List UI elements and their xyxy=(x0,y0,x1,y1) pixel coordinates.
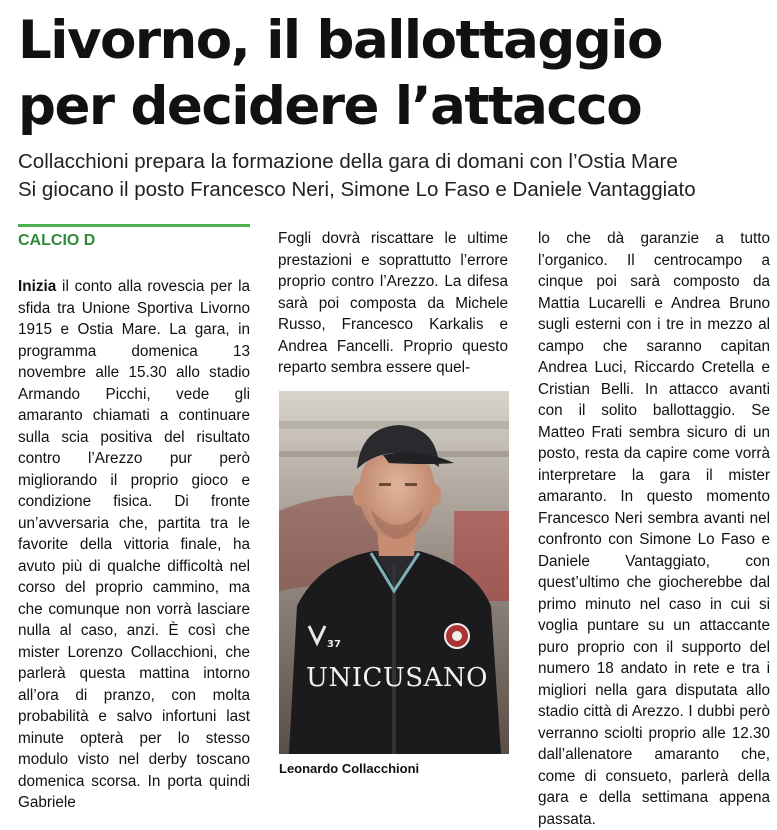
subtitle-line-2: Si giocano il posto Francesco Neri, Simone Lo Faso e Daniele Vantaggiato xyxy=(18,178,696,201)
column-left xyxy=(18,276,250,814)
article-photo xyxy=(279,391,509,754)
article-subtitle xyxy=(18,148,773,204)
headline-line-2: per decidere l’attacco xyxy=(18,76,642,137)
shirt-number: 37 xyxy=(327,639,341,650)
section-divider xyxy=(18,224,250,227)
photo-caption: Leonardo Collacchioni xyxy=(279,761,420,776)
shirt-sponsor: UNICUSANO xyxy=(306,663,488,693)
column-middle: Fogli dovrà riscattare le ultime prestazioni e soprattutto l’errore proprio contro l’Arezzo. La difesa sarà poi composta da Michele Russo, Francesco Karkalis e Andrea Fancelli. Proprio questo reparto sembra essere quel- xyxy=(278,230,508,376)
column-right: lo che dà garanzie a tutto l’organico. Il centrocampo a cinque poi sarà composto da Mattia Lucarelli e Andrea Bruno sugli esterni con i tre in mezzo al campo che saranno capitan Andrea Luci, Riccardo Cretella e Cristian Belli. In attacco avanti con il solito ballottaggio. Se Matteo Frati sembra sicuro di un posto, resta da capire come vorrà interpretare la gara il mister amaranto. In questo momento Francesco Neri sembra avanti nel confronto con Simone Lo Faso e Daniele Vantaggiato, con quest’ultimo che giocherebbe dal primo minuto nel caso in cui si voglia puntare su un attaccante puro proprio con il supporto del numero 18 andato in rete e tra i migliori nella gara disputata allo stadio città di Arezzo. I dubbi però verranno sciolti proprio alle 12.30 dall’allenatore amaranto che, come di consueto, parlerà della gara e della settimana appena passata. xyxy=(538,230,770,828)
section-label: CALCIO D xyxy=(18,232,96,249)
subtitle-line-1: Collacchioni prepara la formazione della gara di domani con l’Ostia Mare xyxy=(18,150,678,173)
portrait-image xyxy=(279,391,509,754)
headline-line-1: Livorno, il ballottaggio xyxy=(18,10,662,71)
article-headline xyxy=(18,8,768,140)
lead-word: Inizia xyxy=(18,278,57,295)
column-left-text: il conto alla rovescia per la sfida tra Unione Sportiva Livorno 1915 e Ostia Mare. La gara, in programma domenica 13 novembre alle 15.30 allo stadio Armando Picchi, vede gli amaranto chiamati a continuare sulla scia positiva del risultato contro l’Arezzo pur però migliorando il proprio gioco e condizione fisica. Di fronte un’avversaria che, partita tra le favorite della vittoria finale, ha avuto più di qualche difficoltà nel corso del proprio cammino, ma che comunque non vorrà lasciare nulla al caso, anzi. È così che mister Lorenzo Collacchioni, che parlerà questa mattina intorno all’ora di pranzo, con molta probabilità e salvo infortuni last minute opterà per lo stesso modulo visto nel derby toscano domenica scorsa. In porta quindi Gabriele xyxy=(18,278,250,811)
